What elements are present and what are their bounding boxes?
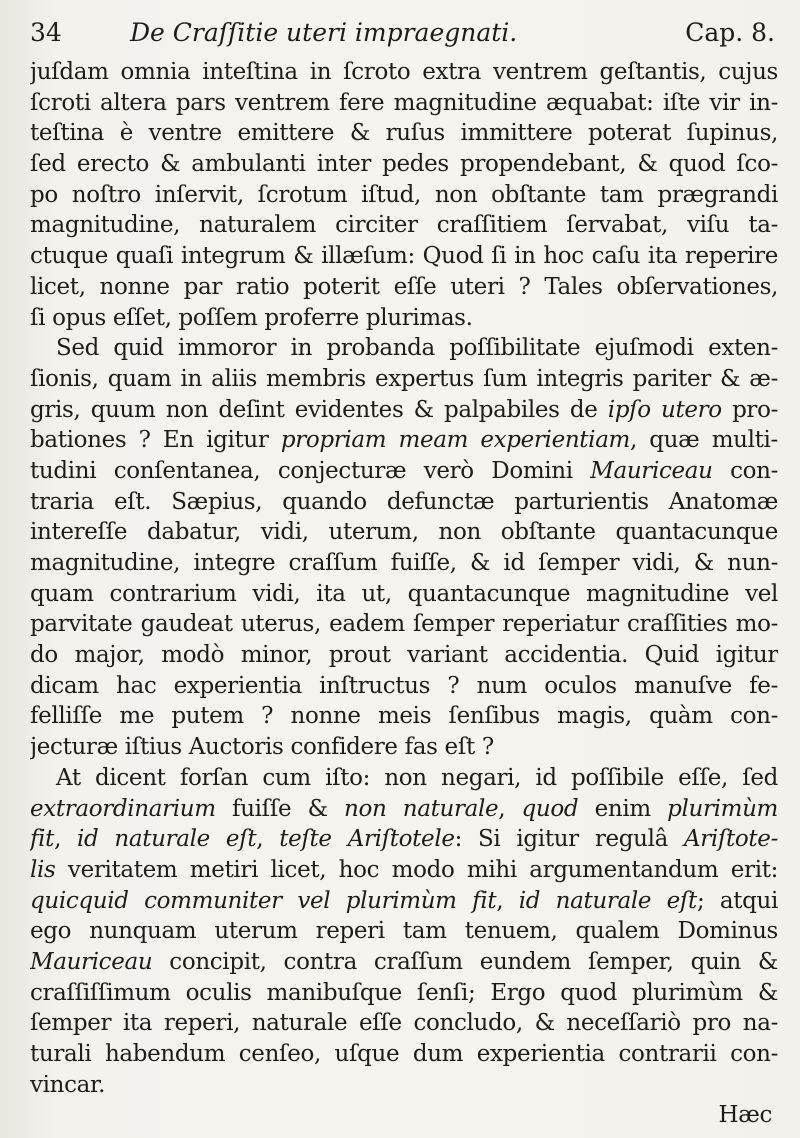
text-line bbox=[30, 579, 778, 610]
italic-text: quod bbox=[521, 795, 579, 822]
text-segment: tudini conſentanea, conjecturæ verò Domini bbox=[30, 457, 591, 484]
text-line bbox=[30, 517, 778, 548]
text-line bbox=[30, 487, 778, 518]
italic-text: id naturale eſt bbox=[77, 826, 257, 853]
text-segment: At dicent forſan cum iſto: non negari, id poſſibile eſſe, ſed bbox=[56, 764, 778, 791]
text-segment: pro- bbox=[721, 396, 778, 423]
catchword bbox=[30, 1100, 778, 1131]
italic-text: plurimùm bbox=[667, 795, 778, 822]
text-segment: fuiſſe & bbox=[215, 795, 345, 822]
text-segment: do major, modò minor, prout variant accidentia. Quid igitur bbox=[30, 642, 778, 669]
text-line bbox=[30, 640, 778, 671]
italic-text: ipſo utero bbox=[607, 396, 722, 423]
text-line bbox=[30, 210, 778, 241]
text-segment: quam contrarium vidi, ita ut, quantacunque magnitudine vel bbox=[30, 580, 778, 607]
text-line bbox=[30, 425, 778, 456]
text-line bbox=[30, 88, 778, 119]
text-segment: turali habendum cenſeo, uſque dum experientia contrarii con- bbox=[30, 1041, 778, 1067]
running-title: De Craſſitie uteri impraegnati. bbox=[130, 18, 518, 47]
text-segment: intereſſe dabatur, vidi, uterum, non obſtante quantacunque bbox=[30, 519, 778, 546]
text-line bbox=[30, 149, 778, 180]
text-segment: craſſiſſimum oculis manibuſque ſenſi; Ergo quod plurimùm & bbox=[30, 979, 778, 1006]
text-segment: po noſtro inſervit, ſcrotum iſtud, non obſtante tam prægrandi bbox=[30, 181, 778, 208]
page-header bbox=[30, 14, 775, 54]
text-segment: gris, quum non deſint evidentes & palpabiles de bbox=[30, 396, 608, 423]
text-line bbox=[30, 978, 778, 1009]
text-segment: Sed quid immoror in probanda poſſibilitate ejuſmodi exten- bbox=[56, 335, 778, 362]
text-line bbox=[30, 1039, 778, 1070]
text-segment: Hæc bbox=[718, 1102, 772, 1129]
text-segment: enim bbox=[578, 795, 668, 822]
text-segment: parvitate gaudeat uterus, eadem ſemper reperiatur craſſities mo- bbox=[30, 611, 778, 638]
text-line bbox=[30, 855, 778, 886]
text-segment: magnitudine, integre craſſum fuiſſe, & id ſemper vidi, & nun- bbox=[30, 550, 778, 576]
text-segment: : Si igitur regulâ bbox=[454, 826, 684, 853]
text-line bbox=[30, 701, 778, 732]
text-line bbox=[30, 609, 778, 640]
text-segment: ſi opus eſſet, poſſem proferre plurimas. bbox=[30, 304, 473, 331]
italic-text: id naturale eſt bbox=[518, 887, 697, 914]
text-segment: ſed erecto & ambulanti inter pedes propendebant, & quod ſco- bbox=[30, 151, 778, 178]
body-text bbox=[30, 57, 778, 1131]
text-line bbox=[30, 548, 778, 579]
text-line bbox=[30, 763, 778, 794]
text-segment: veritatem metiri licet, hoc modo mihi argumentandum erit: bbox=[55, 856, 778, 883]
text-line bbox=[30, 916, 778, 947]
text-line bbox=[30, 118, 778, 149]
text-segment: vincar. bbox=[30, 1071, 106, 1098]
italic-text: quicquid communiter vel plurimùm fit bbox=[30, 887, 497, 914]
text-line bbox=[30, 364, 778, 395]
text-segment: ; atqui bbox=[696, 887, 778, 914]
chapter-label: Cap. 8. bbox=[685, 18, 775, 47]
text-segment: ego nunquam uterum reperi tam tenuem, qualem Dominus bbox=[30, 918, 778, 945]
text-segment: juſdam omnia inteſtina in ſcroto extra ventrem geſtantis, cujus bbox=[30, 59, 778, 85]
text-line bbox=[30, 671, 778, 702]
italic-text: fit bbox=[30, 826, 55, 853]
text-segment: bationes ? En igitur bbox=[30, 427, 281, 454]
text-segment: , bbox=[256, 826, 280, 853]
italic-text: non naturale bbox=[344, 795, 499, 822]
text-line bbox=[30, 886, 778, 917]
text-segment: teſtina è ventre emittere & ruſus immittere poterat ſupinus, bbox=[30, 120, 778, 147]
text-line bbox=[30, 180, 778, 211]
text-line bbox=[30, 1008, 778, 1039]
italic-text: lis bbox=[30, 856, 56, 883]
text-segment: , quæ multi- bbox=[630, 427, 778, 454]
text-segment: ſionis, quam in aliis membris expertus ſum integris pariter & æ- bbox=[30, 365, 778, 392]
text-segment: magnitudine, naturalem circiter craſſitiem ſervabat, viſu ta- bbox=[30, 212, 778, 239]
text-segment: , bbox=[498, 795, 522, 822]
text-line bbox=[30, 57, 778, 88]
text-line bbox=[30, 241, 778, 272]
text-line bbox=[30, 1070, 778, 1101]
text-segment: jecturæ iſtius Auctoris confidere fas eſt ? bbox=[30, 734, 494, 761]
text-segment: traria eſt. Sæpius, quando defunctæ parturientis Anatomæ bbox=[30, 488, 778, 515]
text-line bbox=[30, 824, 778, 855]
italic-text: Mauriceau bbox=[590, 457, 713, 484]
text-segment: felliſſe me putem ? nonne meis ſenſibus magis, quàm con- bbox=[30, 703, 778, 730]
text-segment: licet, nonne par ratio poterit eſſe uteri ? Tales obſervationes, bbox=[30, 273, 778, 300]
text-segment: concipit, contra craſſum eundem ſemper, quin & bbox=[152, 948, 778, 975]
text-segment: ctuque quaſi integrum & illæſum: Quod ſi in hoc caſu ita reperire bbox=[30, 243, 778, 270]
text-line bbox=[30, 732, 778, 763]
text-segment: , bbox=[496, 887, 519, 914]
italic-text: Ariſtote- bbox=[683, 826, 778, 853]
italic-text: Mauriceau bbox=[30, 948, 153, 975]
text-line bbox=[30, 395, 778, 426]
text-segment: dicam hac experientia inſtructus ? num oculos manuſve fe- bbox=[30, 672, 778, 699]
text-line bbox=[30, 272, 778, 303]
italic-text: teſte Ariſtotele bbox=[279, 826, 455, 853]
text-segment: ſemper ita reperi, naturale eſſe concludo, & neceſſariò pro na- bbox=[30, 1010, 778, 1037]
text-line bbox=[30, 303, 778, 334]
text-segment: ſcroti altera pars ventrem fere magnitudine æquabat: iſte vir in- bbox=[30, 89, 778, 116]
page-number: 34 bbox=[30, 18, 62, 47]
text-segment: con- bbox=[712, 457, 778, 484]
text-line bbox=[30, 947, 778, 978]
text-line bbox=[30, 333, 778, 364]
text-segment: , bbox=[54, 826, 78, 853]
text-line bbox=[30, 794, 778, 825]
text-line bbox=[30, 456, 778, 487]
italic-text: propriam meam experientiam bbox=[280, 427, 631, 454]
italic-text: extraordinarium bbox=[30, 795, 216, 822]
